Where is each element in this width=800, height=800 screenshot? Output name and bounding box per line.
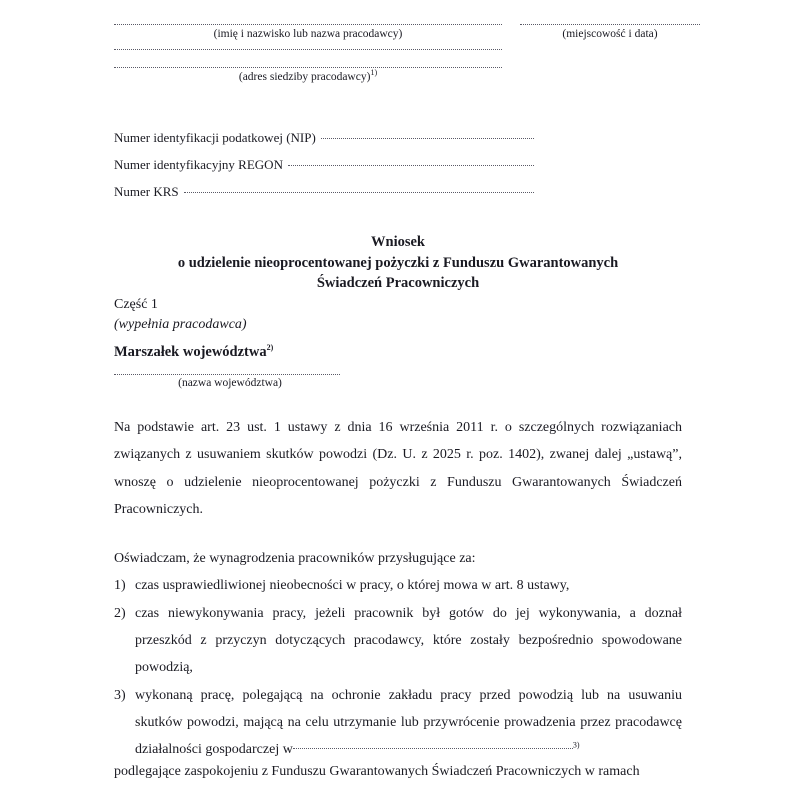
page-title-line-3: Świadczeń Pracowniczych bbox=[316, 275, 480, 292]
employer-address-footnote-marker: 1) bbox=[370, 68, 378, 78]
page-title bbox=[114, 232, 682, 294]
closing-paragraph-wrapper bbox=[114, 758, 682, 785]
place-date-caption: (miejscowość i data) bbox=[562, 28, 658, 40]
table-row[interactable] bbox=[114, 184, 534, 200]
employer-name-caption: (imię i nazwisko lub nazwa pracodawcy) bbox=[213, 28, 403, 40]
voivodeship-caption: (nazwa województwa) bbox=[178, 377, 282, 389]
paragraph-spacer bbox=[114, 523, 682, 545]
document-body bbox=[114, 414, 682, 764]
employer-address-caption-text: (adres siedziby pracodawcy) bbox=[238, 71, 371, 84]
krs-label: Numer KRS bbox=[114, 184, 179, 199]
nip-label: Numer identyfikacji podatkowej (NIP) bbox=[114, 130, 316, 145]
nip-input[interactable] bbox=[321, 138, 534, 139]
list-item-label: czas usprawiedliwionej nieobecności w pracy, o której mowa w art. 8 ustawy, bbox=[135, 578, 570, 594]
list-item-label: czas niewykonywania pracy, jeżeli pracownik był gotów do jej wykonywania, a doznał przeszkód z przyczyn dotyczących pracodawcy, które zostały bezpośrednio spowodowane powodzią, bbox=[135, 605, 682, 676]
closing-paragraph: podlegające zaspokojeniu z Funduszu Gwarantowanych Świadczeń Pracowniczych w ramach bbox=[114, 764, 640, 779]
place-date-field[interactable] bbox=[520, 24, 700, 41]
krs-input[interactable] bbox=[184, 192, 534, 193]
voivodeship-field[interactable] bbox=[114, 374, 340, 389]
part-label: Część 1 bbox=[114, 297, 158, 312]
list-item-number: 3) bbox=[114, 687, 126, 703]
employer-address-caption bbox=[114, 68, 502, 84]
list-item bbox=[114, 682, 682, 764]
header-block bbox=[0, 24, 800, 124]
part-note: (wypełnia pracodawca) bbox=[114, 316, 247, 332]
table-row[interactable] bbox=[114, 157, 534, 173]
employer-fields bbox=[114, 24, 502, 85]
declaration-list bbox=[114, 572, 682, 763]
identifiers-block bbox=[114, 130, 534, 211]
page-title-line-1: Wniosek bbox=[371, 234, 425, 250]
business-activity-input[interactable] bbox=[293, 748, 573, 749]
list-item-number: 1) bbox=[114, 578, 126, 594]
table-row[interactable] bbox=[114, 130, 534, 146]
declaration-lead: Oświadczam, że wynagrodzenia pracowników przysługujące za: bbox=[114, 551, 476, 567]
regon-input[interactable] bbox=[288, 165, 534, 166]
list-item bbox=[114, 572, 682, 599]
regon-label: Numer identyfikacyjny REGON bbox=[114, 157, 283, 172]
list-item-number: 2) bbox=[114, 605, 126, 621]
addressee-label-text: Marszałek województwa bbox=[114, 344, 267, 360]
business-activity-footnote-marker: 3) bbox=[572, 740, 580, 750]
list-item-label: wykonaną pracę, polegającą na ochronie zakładu pracy przed powodzią lub na usuwaniu skutków powodzi, mającą na celu utrzymanie lub przywrócenie prowadzenia przez pracodawcę działalności gospodarczej w bbox=[135, 687, 682, 758]
list-item bbox=[114, 600, 682, 682]
addressee-label bbox=[114, 344, 273, 361]
page-title-line-2: o udzielenie nieoprocentowanej pożyczki z Funduszu Gwarantowanych bbox=[177, 254, 619, 271]
intro-paragraph: Na podstawie art. 23 ust. 1 ustawy z dnia 16 września 2011 r. o szczególnych rozwiązaniach związanych z usuwaniem skutków powodzi (Dz. U. z 2025 r. poz. 1402), zwanej dalej „ustawą”, wnoszę o udzielenie nieoprocentowanej pożyczki z Funduszu Gwarantowanych Świadczeń Pracowniczych. bbox=[114, 420, 682, 517]
section-part-1 bbox=[114, 295, 247, 335]
addressee-footnote-marker: 2) bbox=[266, 343, 274, 353]
